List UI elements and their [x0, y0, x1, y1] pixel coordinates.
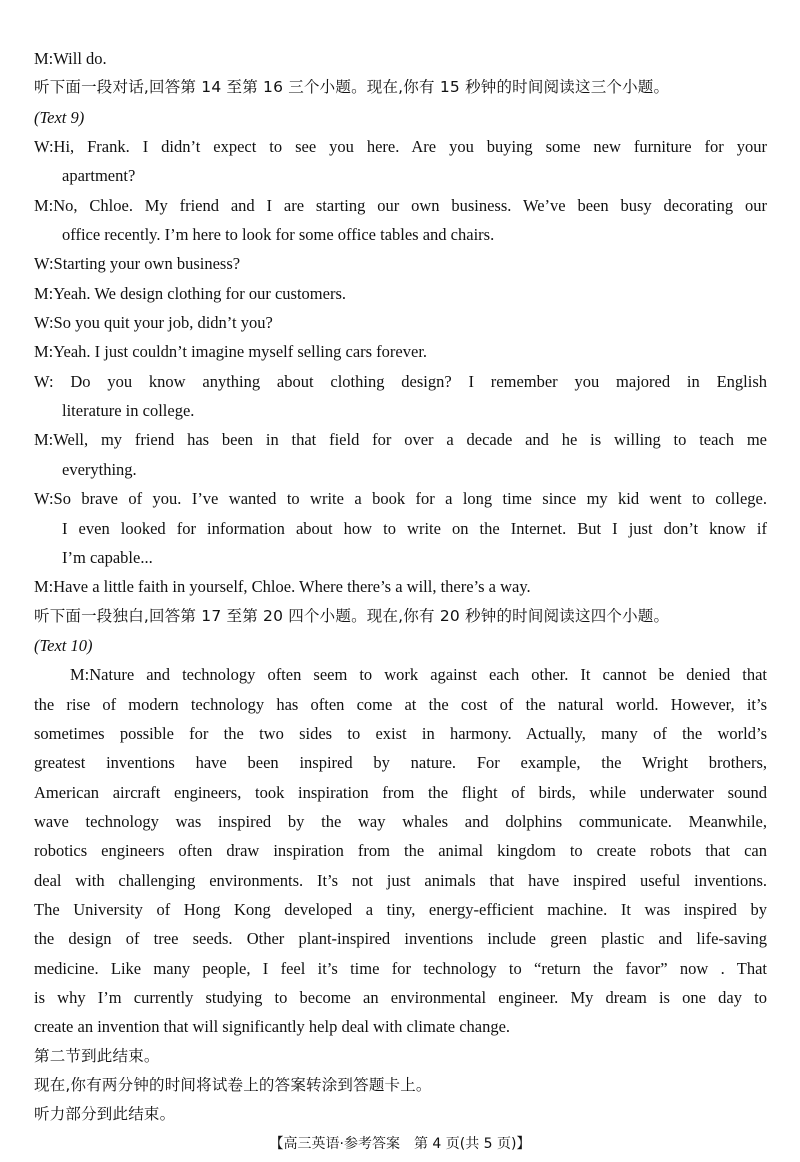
instruction-line: 第二节到此结束。	[34, 1046, 160, 1065]
monologue-line: M:Nature and technology often seem to work against each other. It cannot be denied that	[70, 665, 767, 685]
dialogue-line: W:So you quit your job, didn’t you?	[34, 313, 273, 333]
monologue-line: the design of tree seeds. Other plant-inspired inventions include green plastic and life-saving	[34, 929, 767, 949]
instruction-line: 听下面一段独白,回答第 17 至第 20 四个小题。现在,你有 20 秒钟的时间阅读这四个小题。	[34, 606, 670, 625]
dialogue-line: literature in college.	[62, 401, 195, 421]
dialogue-line: M:No, Chloe. My friend and I are starting our own business. We’ve been busy decorating our	[34, 195, 767, 215]
dialogue-line: W: Do you know anything about clothing design? I remember you majored in English	[34, 371, 767, 391]
dialogue-line: M:Well, my friend has been in that field for over a decade and he is willing to teach me	[34, 430, 767, 450]
monologue-line: create an invention that will significantly help deal with climate change.	[34, 1017, 511, 1037]
dialogue-line: office recently. I’m here to look for some office tables and chairs.	[62, 225, 495, 245]
page-footer: 【高三英语·参考答案 第 4 页(共 5 页)】	[269, 1136, 531, 1152]
monologue-line: deal with challenging environments. It’s not just animals that have inspired useful inventions.	[34, 870, 767, 890]
dialogue-line: W:Starting your own business?	[34, 254, 241, 274]
dialogue-line: M:Yeah. I just couldn’t imagine myself selling cars forever.	[34, 342, 428, 362]
dialogue-line: everything.	[62, 459, 137, 479]
document-body	[34, 44, 767, 1130]
text-label: (Text 9)	[34, 107, 85, 127]
dialogue-line: W:Hi, Frank. I didn’t expect to see you here. Are you buying some new furniture for your	[34, 137, 767, 157]
monologue-line: The University of Hong Kong developed a tiny, energy-efficient machine. It was inspired by	[34, 899, 767, 919]
dialogue-line: M:Will do.	[34, 49, 107, 68]
text-label: (Text 10)	[34, 635, 93, 655]
dialogue-line: I’m capable...	[62, 547, 153, 567]
dialogue-line: apartment?	[62, 166, 136, 186]
monologue-line: robotics engineers often draw inspiration from the animal kingdom to create robots that can	[34, 841, 767, 861]
monologue-line: medicine. Like many people, I feel it’s time for technology to “return the favor” now . That	[34, 958, 767, 978]
monologue-line: wave technology was inspired by the way whales and dolphins communicate. Meanwhile,	[34, 811, 767, 831]
dialogue-line: W:So brave of you. I’ve wanted to write a book for a long time since my kid went to college.	[34, 489, 767, 509]
dialogue-line: M:Yeah. We design clothing for our customers.	[34, 283, 346, 303]
instruction-line: 现在,你有两分钟的时间将试卷上的答案转涂到答题卡上。	[34, 1076, 432, 1095]
instruction-line: 听力部分到此结束。	[34, 1105, 176, 1124]
monologue-line: greatest inventions have been inspired by nature. For example, the Wright brothers,	[34, 753, 767, 773]
monologue-line: American aircraft engineers, took inspiration from the flight of birds, while underwater sound	[34, 782, 767, 802]
monologue-line: is why I’m currently studying to become an environmental engineer. My dream is one day to	[34, 988, 767, 1007]
instruction-line: 听下面一段对话,回答第 14 至第 16 三个小题。现在,你有 15 秒钟的时间阅读这三个小题。	[34, 78, 670, 97]
monologue-line: the rise of modern technology has often come at the cost of the natural world. However, it’s	[34, 694, 767, 714]
dialogue-line: I even looked for information about how to write on the Internet. But I just don’t know if	[62, 518, 767, 538]
monologue-line: sometimes possible for the two sides to exist in harmony. Actually, many of the world’s	[34, 723, 767, 743]
dialogue-line: M:Have a little faith in yourself, Chloe. Where there’s a will, there’s a way.	[34, 577, 531, 597]
